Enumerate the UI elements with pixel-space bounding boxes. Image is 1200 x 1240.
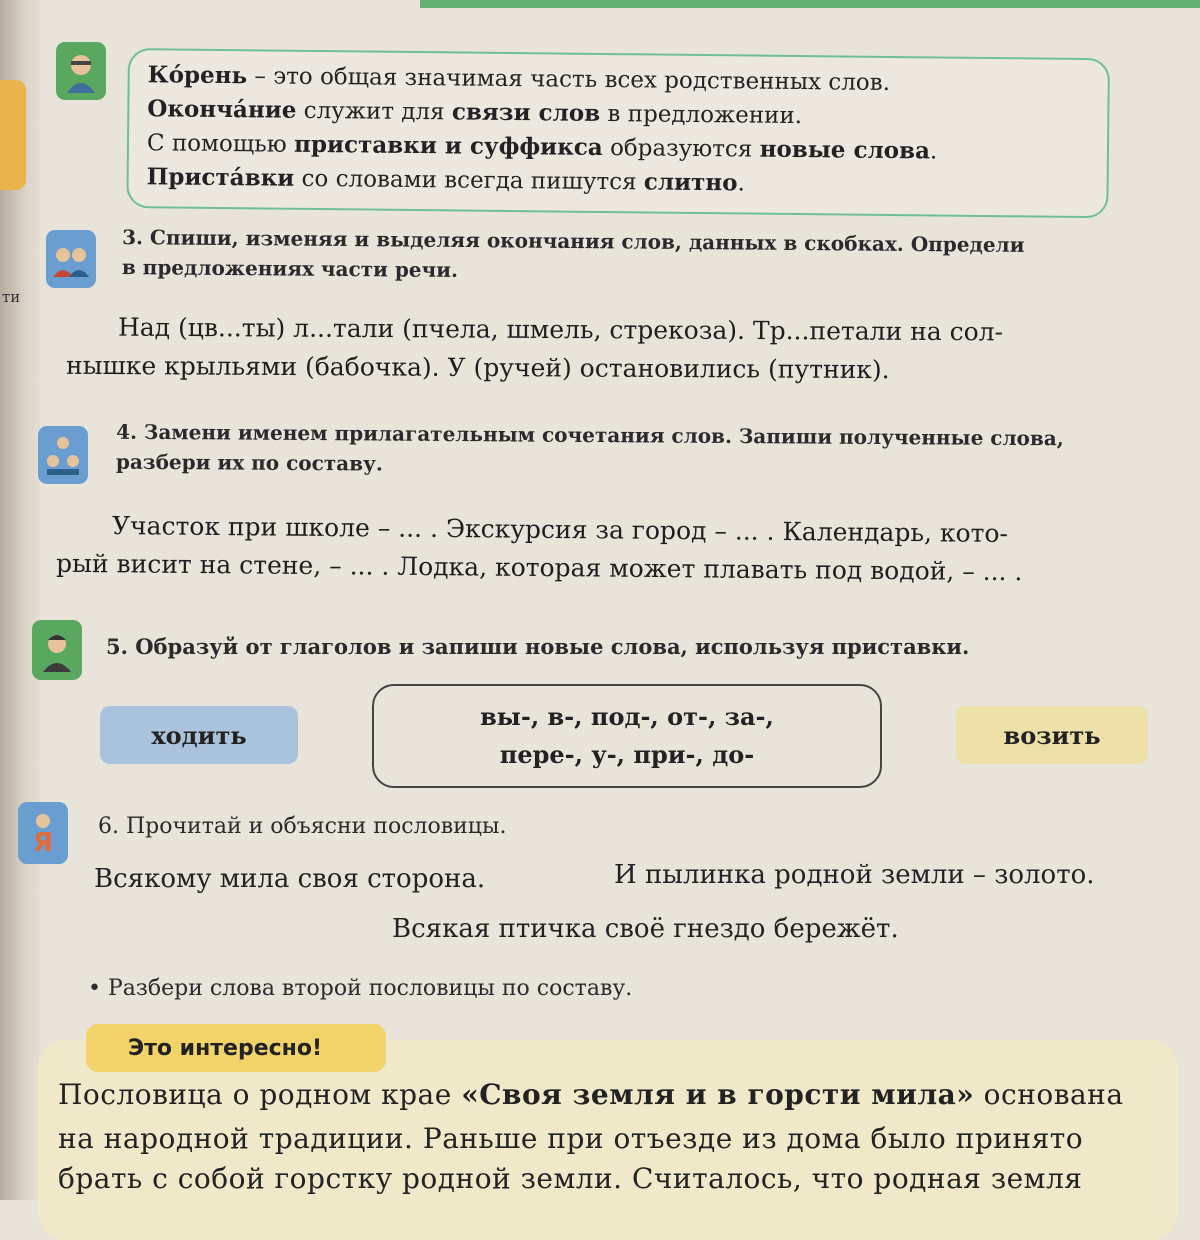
task6-bullet: • Разбери слова второй пословицы по составу.: [88, 976, 633, 1001]
task3-text-line2: нышке крыльями (бабочка). У (ручей) остановились (путник).: [65, 350, 890, 385]
rule-line-prefix-suffix: С помощью приставки и суффикса образуются новые слова.: [146, 130, 938, 165]
task6-instruction: 6. Прочитай и объясни пословицы.: [98, 814, 507, 839]
margin-tab: [0, 80, 26, 190]
verb-chip-hodit: ходить: [100, 706, 298, 764]
rule-line-root: Ко́рень – это общая значимая часть всех родственных слов.: [147, 61, 891, 96]
task3-text-line1: Над (цв...ты) л...тали (пчела, шмель, стрекоза). Тр...петали на сол-: [117, 312, 1004, 347]
task5-instruction: 5. Образуй от глаголов и запиши новые слова, используя приставки.: [106, 634, 970, 659]
margin-text: ти: [2, 288, 21, 306]
top-border: [420, 0, 1200, 8]
rule-line-prefixes: Приста́вки со словами всегда пишутся слитно.: [146, 163, 746, 197]
interesting-line2: на народной традиции. Раньше при отъезде из дома было принято: [58, 1122, 1084, 1155]
interesting-line3: брать с собой горстку родной земли. Считалось, что родная земля: [58, 1162, 1083, 1195]
interesting-line1: Пословица о родном крае «Своя земля и в горсти мила» основана: [58, 1078, 1124, 1111]
pair-icon: [46, 230, 96, 288]
prefix-line2: пере-, у-, при-, до-: [499, 740, 755, 769]
task4-text-line2: рый висит на стене, – ... . Лодка, которая может плавать под водой, – ... .: [55, 548, 1023, 587]
proverb-2: И пылинка родной земли – золото.: [614, 860, 1095, 890]
group-icon: [38, 426, 88, 484]
interesting-title: Это интересно!: [86, 1024, 386, 1072]
rule-line-ending: Оконча́ние служит для связи слов в предложении.: [147, 95, 803, 130]
prefix-box: [372, 684, 882, 788]
task3-instruction: 3. Спиши, изменяя и выделяя окончания слов, данных в скобках. Определи в предложениях части речи.: [121, 225, 1025, 282]
prefix-line1: вы-, в-, под-, от-, за-,: [480, 702, 774, 731]
task4-text-line1: Участок при школе – ... . Экскурсия за город – ... . Календарь, кото-: [111, 511, 1009, 548]
teacher-icon: [56, 42, 106, 100]
verb-chip-vozit: возить: [956, 706, 1148, 764]
proverb-1: Всякому мила своя сторона.: [94, 864, 486, 894]
task4-instruction: 4. Замени именем прилагательным сочетания слов. Запиши полученные слова, разбери их по составу.: [115, 419, 1064, 476]
proverb-3: Всякая птичка своё гнездо бережёт.: [392, 914, 899, 944]
letter-ya-icon: [18, 802, 68, 864]
rule-box: [126, 48, 1110, 218]
svg-text:Я: Я: [32, 828, 54, 855]
student-icon: [32, 620, 82, 680]
